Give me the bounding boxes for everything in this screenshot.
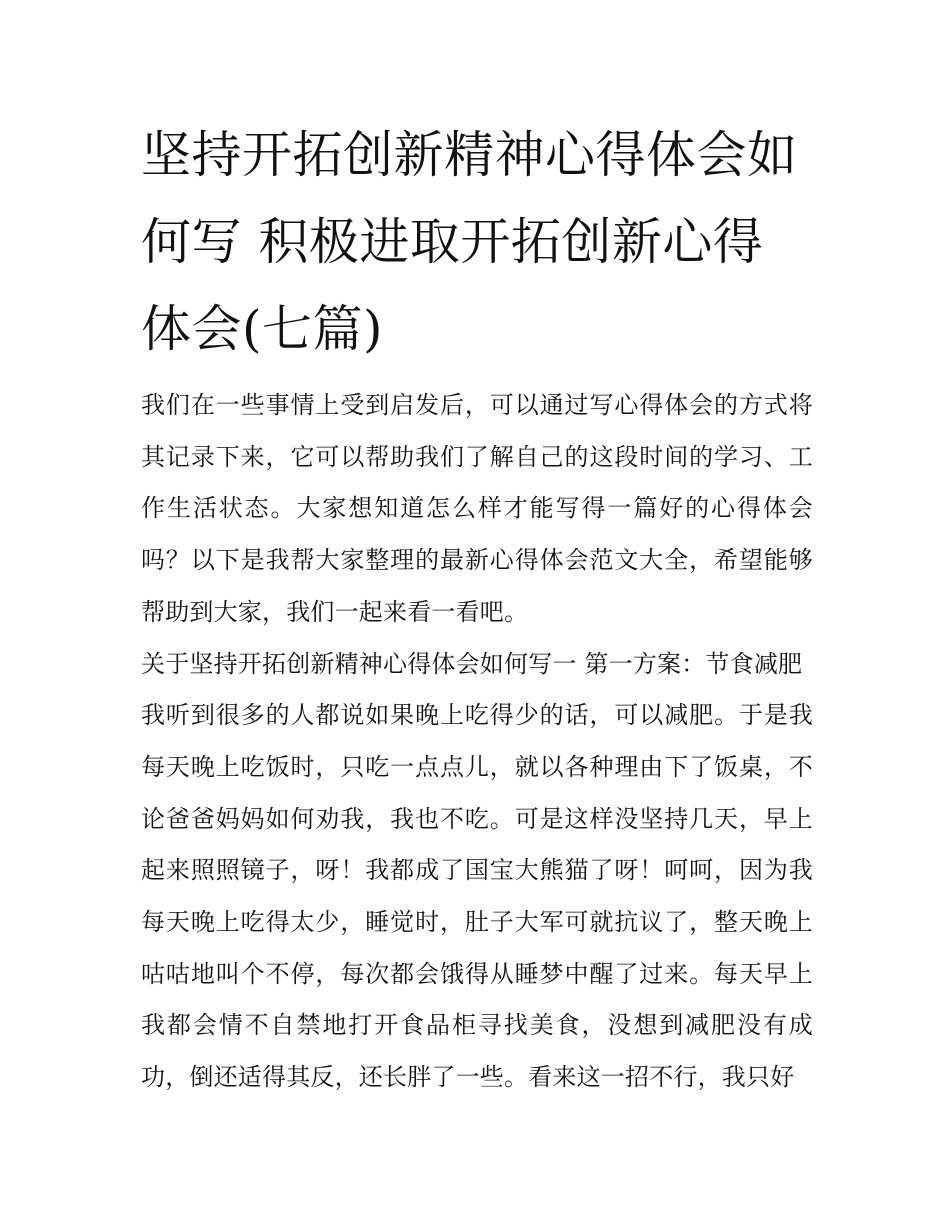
body-paragraph: 我听到很多的人都说如果晚上吃得少的话，可以减肥。于是我每天晚上吃饭时，只吃一点点儿，就以各种理由下了饭桌，不论爸爸妈妈如何劝我，我也不吃。可是这样没坚持几天，早上起来照照镜子，呀！我都成了国宝大熊猫了呀！呵呵，因为我每天晚上吃得太少，睡觉时，肚子大军可就抗议了，整天晚上咕咕地叫个不停，每次都会饿得从睡梦中醒了过来。每天早上我都会情不自禁地打开食品柜寻找美食，没想到减肥没有成功，倒还适得其反，还长胖了一些。看来这一招不行，我只好 — [141, 701, 813, 1092]
intro-paragraph: 我们在一些事情上受到启发后，可以通过写心得体会的方式将其记录下来，它可以帮助我们了解自己的这段时间的学习、工作生活状态。大家想知道怎么样才能写得一篇好的心得体会吗？以下是我帮大家整理的最新心得体会范文大全，希望能够帮助到大家，我们一起来看一看吧。 — [141, 391, 813, 626]
section-heading: 关于坚持开拓创新精神心得体会如何写一 第一方案：节食减肥 — [141, 649, 803, 678]
document-page — [141, 112, 813, 1104]
document-title: 坚持开拓创新精神心得体会如何写 积极进取开拓创新心得体会(七篇) — [141, 126, 798, 358]
